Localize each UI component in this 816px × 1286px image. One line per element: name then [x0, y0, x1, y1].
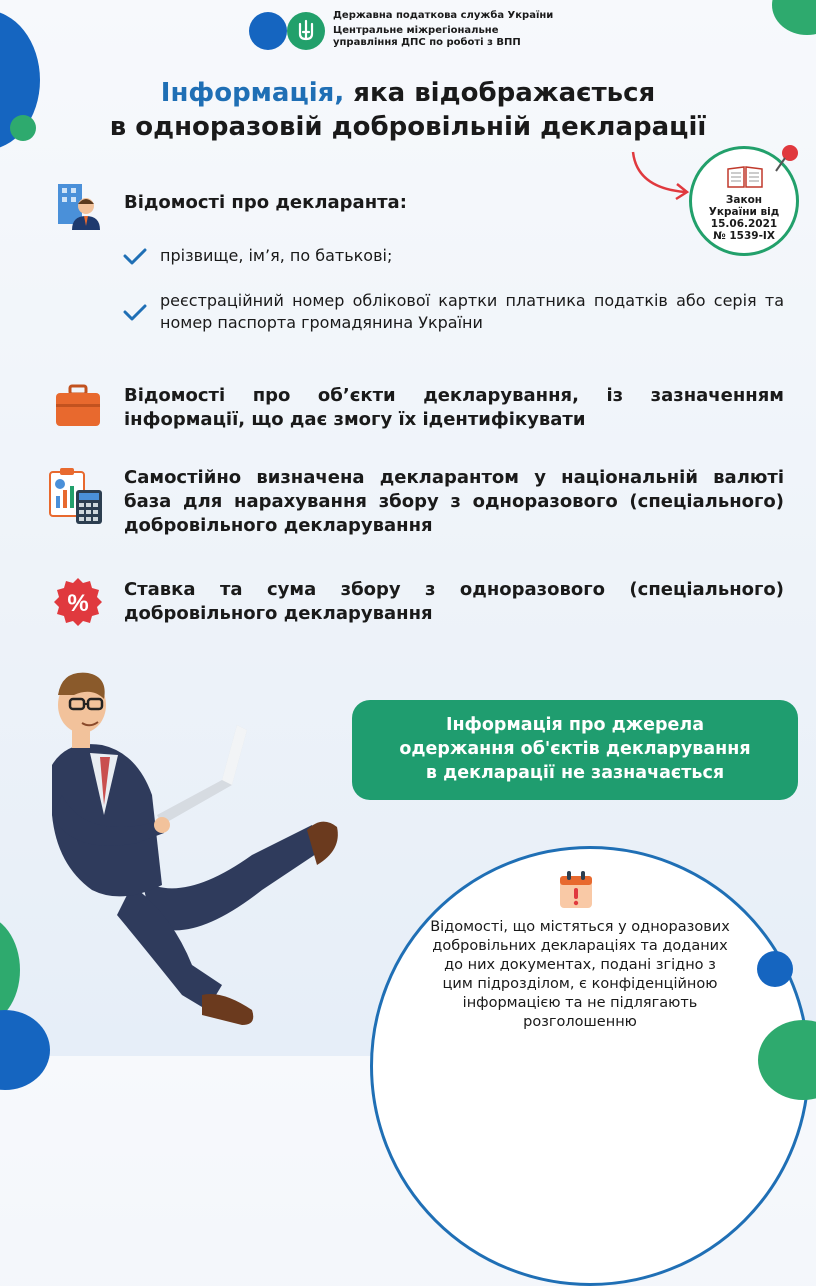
header-org — [333, 10, 553, 52]
confidential-circle — [370, 846, 810, 1286]
decor-dot-bottom-right — [757, 951, 793, 987]
title-line2: в одноразовій добровільній декларації — [109, 112, 707, 142]
law-line1: Закон — [725, 194, 763, 206]
check-icon — [122, 302, 148, 322]
percent-symbol: % — [67, 590, 89, 617]
logo-blue-circle — [249, 12, 287, 50]
objects-heading: Відомості про об’єкти декларування, із зазначенням інформації, що дає змогу їх ідентифікувати — [124, 385, 784, 430]
decor-circle-top-right — [772, 0, 816, 35]
percent-badge-icon — [52, 576, 104, 628]
decor-circle-bottom-left — [0, 915, 20, 1025]
pushpin-icon — [772, 143, 802, 175]
law-line3: 15.06.2021 — [710, 218, 778, 230]
rate-heading: Ставка та сума збору з одноразового (спеціального) добровільного декларування — [124, 579, 784, 624]
org-name: Державна податкова служба України — [333, 10, 554, 21]
declarant-heading: Відомості про декларанта: — [124, 192, 407, 213]
trident-icon — [287, 12, 325, 50]
law-line4: № 1539-IX — [713, 230, 775, 242]
calendar-alert-icon — [558, 870, 594, 910]
check-icon — [122, 246, 148, 266]
notice-line2: одержання об'єктів декларування — [399, 739, 751, 759]
title-accent: Інформація, — [160, 78, 345, 108]
sources-notice — [352, 700, 798, 800]
law-line2: України від — [708, 206, 780, 218]
org-unit-line1: Центральне міжрегіональне — [333, 25, 499, 36]
notice-line1: Інформація про джерела — [445, 715, 705, 735]
declarant-bullet-name: прізвище, ім’я, по батькові; — [160, 246, 393, 265]
declarant-bullet-id: реєстраційний номер облікової картки платника податків або серія та номер паспорта громадянина України — [160, 291, 784, 332]
open-book-icon — [726, 161, 764, 189]
org-unit-line2: управління ДПС по роботі з ВПП — [333, 37, 521, 48]
confidential-text: Відомості, що містяться у одноразових добровільних деклараціях та доданих до них документах, подані згідно з цим підрозділом, є конфіденційною інформацією та не підлягають розголошенню — [430, 919, 730, 1030]
briefcase-icon — [54, 384, 102, 428]
page-title — [0, 76, 816, 144]
calculator-report-icon — [44, 466, 106, 526]
businessman-laptop-illustration — [22, 665, 352, 1055]
base-heading: Самостійно визначена декларантом у національній валюті база для нарахування збору з одноразового (спеціального) добровільного декларування — [124, 467, 784, 536]
notice-line3: в декларації не зазначається — [425, 763, 725, 783]
title-rest: яка відображається — [344, 78, 656, 108]
businessman-office-icon — [54, 182, 104, 232]
tax-service-logo — [287, 12, 325, 50]
